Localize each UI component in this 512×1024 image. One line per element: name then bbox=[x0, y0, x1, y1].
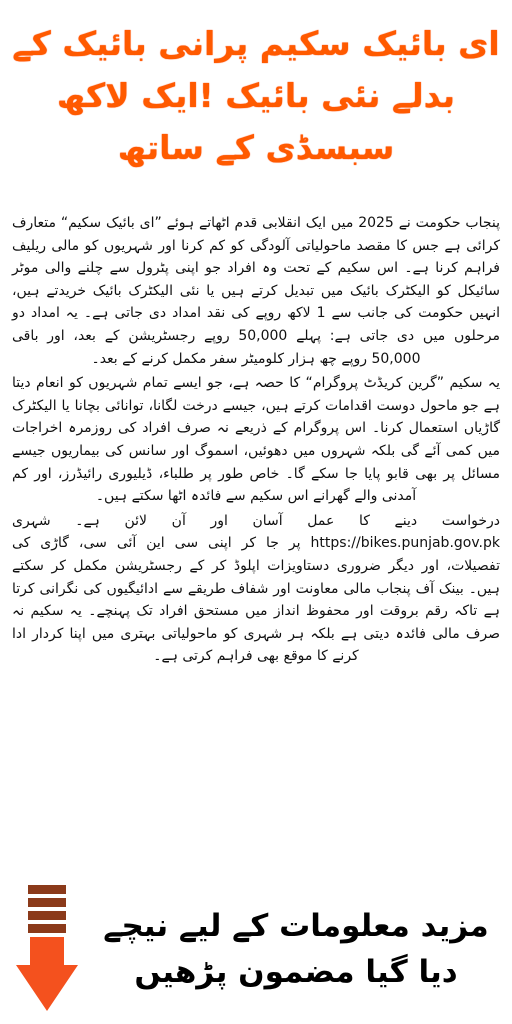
footer-text bbox=[90, 903, 502, 995]
footer-line-2: دیا گیا مضمون پڑھیں bbox=[134, 954, 458, 990]
article-paragraph-3-body: پر جا کر اپنی سی این آئی سی، گاڑی کی تفصیلات، اور دیگر ضروری دستاویزات اپلوڈ کر کے رجسٹریشن مکمل کر سکتے ہیں۔ بینک آف پنجاب مالی معاونت اور شفاف طریقے سے ادائیگیوں کی نگرانی کرتا ہے تاکہ رقم بروقت اور محفوظ انداز میں مستحق افراد تک پہنچے۔ یہ سکیم نہ صرف مالی فائدہ دیتی ہے بلکہ ہر شہری کو ماحولیاتی بہتری میں اپنا کردار ادا کرنے کا موقع بھی فراہم کرتی ہے۔ bbox=[12, 535, 500, 665]
article-paragraph-1: پنجاب حکومت نے 2025 میں ایک انقلابی قدم اٹھاتے ہوئے ”ای بائیک سکیم“ متعارف کرائی ہے جس کا مقصد ماحولیاتی آلودگی کو کم کرنا اور شہریوں کو مالی ریلیف فراہم کرنا ہے۔ اس سکیم کے تحت وہ افراد جو اپنی پٹرول سے چلنے والی موٹر سائیکل کو الیکٹرک بائیک میں تبدیل کرتے ہیں یا نئی الیکٹرک بائیک خریدتے ہیں، انہیں حکومت کی جانب سے 1 لاکھ روپے کی نقد امداد دی جاتی ہے۔ یہ امداد دو مرحلوں میں دی جاتی ہے: پہلے 50,000 روپے رجسٹریشن کے بعد، اور باقی 50,000 روپے چھ ہزار کلومیٹر سفر مکمل کرنے کے بعد۔ bbox=[12, 215, 500, 367]
arrow-head bbox=[16, 937, 78, 1011]
headline-line-3: سبسڈی کے ساتھ bbox=[117, 128, 395, 167]
article-body bbox=[12, 212, 500, 668]
headline-line-1: ای بائیک سکیم پرانی بائیک کے bbox=[12, 24, 500, 63]
article-paragraph-3-intro: درخواست دینے کا عمل آسان اور آن لائن ہے۔ شہری bbox=[12, 512, 500, 529]
footer-line-1: مزید معلومات کے لیے نیچے bbox=[103, 908, 489, 944]
article-paragraph-3 bbox=[12, 510, 500, 668]
headline bbox=[0, 18, 512, 174]
application-link[interactable]: https://bikes.punjab.gov.pk bbox=[310, 535, 500, 552]
arrow-stripe-4 bbox=[28, 924, 66, 933]
arrow-stripe-3 bbox=[28, 911, 66, 920]
arrow-stripe-2 bbox=[28, 898, 66, 907]
footer-banner bbox=[0, 883, 512, 1024]
arrow-stripe-1 bbox=[28, 885, 66, 894]
arrow-down-icon bbox=[16, 883, 78, 1013]
article-paragraph-2: یہ سکیم ”گرین کریڈٹ پروگرام“ کا حصہ ہے، جو ایسے تمام شہریوں کو انعام دیتا ہے جو ماحول دوست اقدامات کرتے ہیں، جیسے درخت لگانا، توانائی بچانا یا الیکٹرک گاڑیاں استعمال کرنا۔ اس پروگرام کے ذریعے نہ صرف افراد کی روزمرہ اخراجات میں کمی آئے گی بلکہ شہروں میں دھوئیں، اسموگ اور سانس کی بیماریوں جیسے مسائل پر بھی قابو پایا جا سکے گا۔ خاص طور پر طلباء، ڈیلیوری رائیڈرز، اور کم آمدنی والے گھرانے اس سکیم سے فائدہ اٹھا سکتے ہیں۔ bbox=[12, 375, 500, 505]
headline-line-2: بدلے نئی بائیک !ایک لاکھ bbox=[56, 76, 456, 115]
